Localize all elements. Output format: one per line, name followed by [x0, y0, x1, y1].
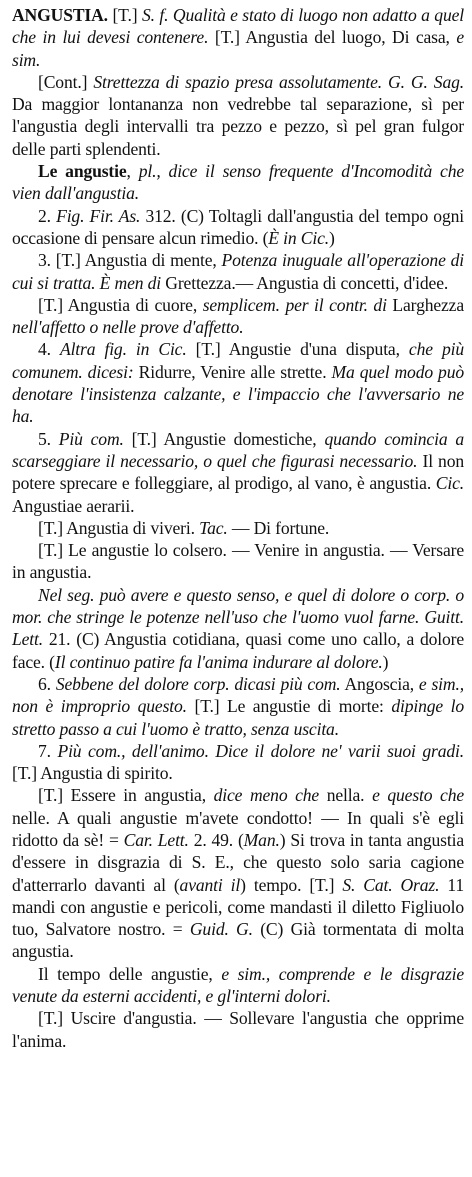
italic-text: Più com. [58, 428, 124, 449]
text-run: ) tempo. [T.] [240, 874, 343, 895]
italic-text: Altra fig. in Cic. [59, 339, 187, 360]
italic-text: dipinge lo stretto passo a cui l'uomo è tratto, senza uscita. [12, 696, 464, 739]
text-run: 5. [38, 428, 59, 449]
text-run: [T.] Angustie d'una disputa, [186, 339, 409, 360]
italic-text: e questo che [372, 785, 465, 806]
italic-text: Strettezza di spazio presa assolutamente. G. G. Sag. [93, 71, 464, 92]
text-run: ) [382, 651, 389, 672]
italic-text: pl., dice il senso frequente d'Incomodità che vien dall'angustia. [12, 161, 465, 204]
text-run: Angustiae aerarii. [12, 495, 135, 516]
text-run: Larghezza [386, 294, 464, 315]
text-run: 7. [38, 740, 58, 761]
italic-text: Guid. G. [189, 919, 253, 940]
italic-text: Potenza inuguale all'operazione di cui si tratta. È men di [12, 250, 464, 293]
italic-text: Il continuo patire fa l'anima indurare al dolore. [54, 651, 383, 672]
italic-text: semplicem. per il contr. di [202, 294, 387, 315]
text-run: [T.] Angustie domestiche, [123, 428, 325, 449]
italic-text: S. f. Qualità e stato di luogo non adatto a quel che in lui devesi contenere. [12, 5, 464, 48]
italic-text: Car. Lett. [123, 829, 189, 850]
entry-paragraph [12, 249, 464, 294]
entry-paragraph [12, 673, 464, 740]
italic-text: È in Cic. [268, 227, 330, 248]
entry-paragraph [12, 1007, 464, 1052]
text-run: — Di fortune. [227, 517, 330, 538]
italic-text: e sim. [12, 27, 465, 70]
entry-paragraph [12, 584, 464, 673]
text-run: 11 mandi con angustie e pericoli, come mandasti il diletto Figliuolo tuo, Salvatore nostro. = [12, 874, 464, 940]
italic-text: quando comincia a scarseggiare il necessario, o quel che figurasi necessario. [12, 428, 464, 471]
italic-text: Sebbene del dolore corp. dicasi più com. [55, 673, 341, 694]
italic-text: Tac. [199, 517, 228, 538]
entry-paragraph [12, 4, 464, 71]
italic-text: Ma quel modo può denotare l'insistenza calzante, e l'impaccio che l'avversario ne ha. [12, 361, 464, 427]
text-run: [T.] Uscire d'angustia. — Sollevare l'angustia che opprime l'anima. [12, 1008, 464, 1051]
text-run: Grettezza.— Angustia di concetti, d'idee. [161, 272, 449, 293]
text-run: [T.] Angustia di viveri. [38, 517, 200, 538]
italic-text: avanti il [179, 874, 241, 895]
text-run: [T.] Le angustie di morte: [186, 696, 392, 717]
dictionary-entry-angustia [12, 4, 464, 1052]
entry-paragraph [12, 784, 464, 962]
text-run: Angoscia, [340, 673, 419, 694]
text-run: 312. (C) Toltagli dall'angustia del tempo ogni occasione di pensare alcun rimedio. ( [12, 205, 464, 248]
italic-text: Più com., dell'animo. Dice il dolore ne' varii suoi gradi. [57, 740, 464, 761]
entry-paragraph [12, 160, 464, 205]
text-run: [T.] [107, 5, 142, 25]
italic-text: e sim., comprende e le disgrazie venute da esterni accidenti, e gl'interni dolori. [12, 963, 464, 1007]
text-run: [Cont.] [38, 71, 94, 92]
entry-paragraph [12, 740, 464, 785]
italic-text: e sim., non è improprio questo. [12, 673, 464, 717]
text-run: ) [329, 227, 335, 248]
italic-text: Nel seg. può avere e questo senso, e quel di dolore o corp. o mor. che stringe le potenze nell'uso che l'uomo vuol farne. Guitt. Lett. [12, 584, 464, 650]
italic-text: nell'affetto o nelle prove d'affetto. [12, 317, 244, 338]
italic-text: Fig. Fir. As. [56, 205, 141, 226]
text-run: (C) Già tormentata di molta angustia. [12, 919, 464, 962]
text-run: 6. [38, 673, 56, 694]
text-run: 4. [38, 339, 60, 360]
bold-text: ANGUSTIA. [12, 5, 108, 25]
italic-text: S. Cat. Oraz. [342, 874, 440, 895]
text-run: Ridurre, Venire alle strette. [133, 361, 332, 382]
text-run: 21. (C) Angustia cotidiana, quasi come uno callo, a dolore face. ( [12, 629, 464, 672]
text-run: nelle. A quali angustie m'avete condotto! — In quali s'è egli ridotto da sè! = [12, 807, 464, 850]
bold-text: Le angustie [38, 161, 127, 182]
entry-paragraph [12, 294, 464, 339]
text-run: [T.] Angustia del luogo, Di casa, [208, 27, 457, 48]
entry-paragraph [12, 539, 464, 584]
entry-paragraph [12, 428, 464, 517]
italic-text: dice meno che [213, 785, 320, 806]
text-run: [T.] Le angustie lo colsero. — Venire in angustia. — Versare in angustia. [12, 540, 464, 583]
text-run: Il tempo delle angustie, [38, 963, 222, 984]
italic-text: che più comunem. dicesi: [12, 339, 464, 382]
text-run: 3. [T.] Angustia di mente, [38, 250, 222, 271]
text-run: 2. 49. ( [188, 829, 244, 850]
text-run: Il non potere sprecare e folleggiare, al prodigo, al vano, è angustia. [12, 450, 464, 494]
text-run: [T.] Angustia di spirito. [12, 763, 173, 784]
entry-paragraph [12, 963, 464, 1008]
text-run: , [126, 161, 139, 182]
entry-paragraph [12, 205, 464, 250]
text-run: nella. [319, 785, 373, 806]
entry-paragraph [12, 71, 464, 160]
text-run: [T.] Essere in angustia, [38, 785, 214, 806]
entry-paragraph [12, 517, 464, 539]
text-run: 2. [38, 205, 57, 226]
entry-paragraph [12, 338, 464, 427]
text-run: Da maggior lontananza non vedrebbe tal separazione, sì per l'angustia degli intervalli tra pezzo e pezzo, sì pel gran fulgor delle parti splendenti. [12, 94, 464, 159]
text-run: [T.] Angustia di cuore, [38, 294, 203, 315]
text-run: ) Si trova in tanta angustia d'essere in disgrazia di S. E., che questo solo saria cagione d'atterrarlo davanti al ( [12, 829, 464, 895]
italic-text: Man. [243, 829, 280, 850]
italic-text: Cic. [435, 473, 464, 494]
